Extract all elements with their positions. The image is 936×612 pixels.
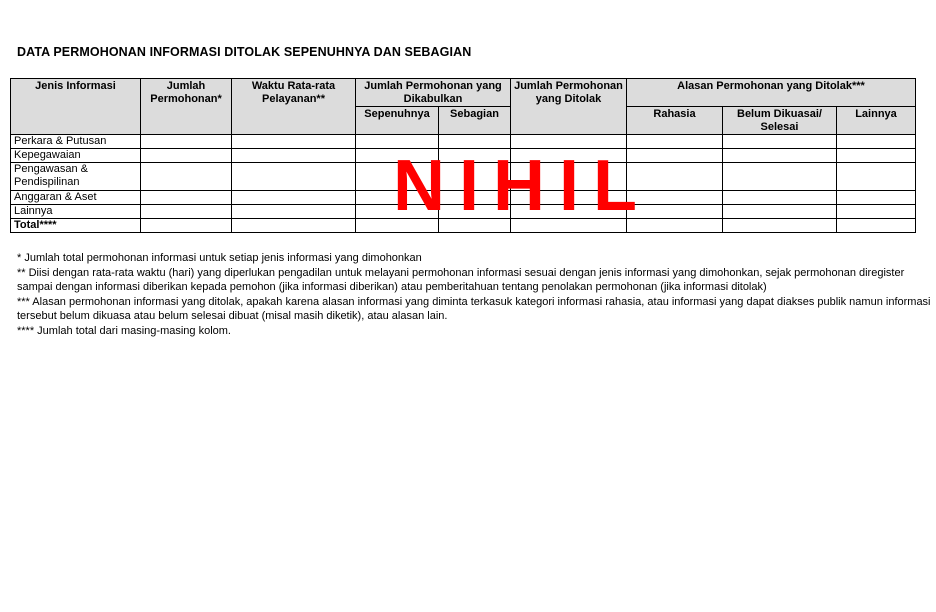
row-label: Lainnya xyxy=(11,205,141,219)
header-waktu-pelayanan: Waktu Rata-rata Pelayanan** xyxy=(232,79,356,135)
header-ditolak: Jumlah Permohonan yang Ditolak xyxy=(511,79,627,135)
header-dikabulkan: Jumlah Permohonan yang Dikabulkan xyxy=(356,79,511,107)
document-title: DATA PERMOHONAN INFORMASI DITOLAK SEPENUHNYA DAN SEBAGIAN xyxy=(17,45,472,59)
row-label: Anggaran & Aset xyxy=(11,191,141,205)
nihil-stamp: NIHIL xyxy=(393,146,651,226)
footnote-1: * Jumlah total permohonan informasi untuk setiap jenis informasi yang dimohonkan xyxy=(17,252,422,264)
row-label: Pengawasan & Pendispilinan xyxy=(11,163,141,191)
header-lainnya: Lainnya xyxy=(837,107,916,135)
header-belum-dikuasai: Belum Dikuasai/ Selesai xyxy=(723,107,837,135)
footnote-3: *** Alasan permohonan informasi yang ditolak, apakah karena alasan informasi yang diminta terkasuk kategori informasi rahasia, atau informasi yang dapat diakses publik namun informasi tersebut belum dikuasa atau belum selesai dibuat (misal masih diketik), atau alasan lain. xyxy=(17,295,931,323)
header-jenis-informasi: Jenis Informasi xyxy=(11,79,141,135)
row-label: Kepegawaian xyxy=(11,149,141,163)
row-label-total: Total**** xyxy=(11,219,141,233)
header-rahasia: Rahasia xyxy=(627,107,723,135)
row-label: Perkara & Putusan xyxy=(11,135,141,149)
header-alasan: Alasan Permohonan yang Ditolak*** xyxy=(627,79,916,107)
header-jumlah-permohonan: Jumlah Permohonan* xyxy=(141,79,232,135)
header-sebagian: Sebagian xyxy=(439,107,511,135)
header-sepenuhnya: Sepenuhnya xyxy=(356,107,439,135)
footnotes xyxy=(17,251,932,339)
footnote-2: ** Diisi dengan rata-rata waktu (hari) yang diperlukan pengadilan untuk melayani permohonan informasi sesuai dengan jenis informasi yang dimohonkan, sejak permohonan diregister sampai dengan informasi diberikan kepada pemohon (jika informasi diberikan) atau pemberitahuan tentang penolakan permohonan (jika informasi ditolak) xyxy=(17,266,905,294)
footnote-4: **** Jumlah total dari masing-masing kolom. xyxy=(17,324,231,337)
